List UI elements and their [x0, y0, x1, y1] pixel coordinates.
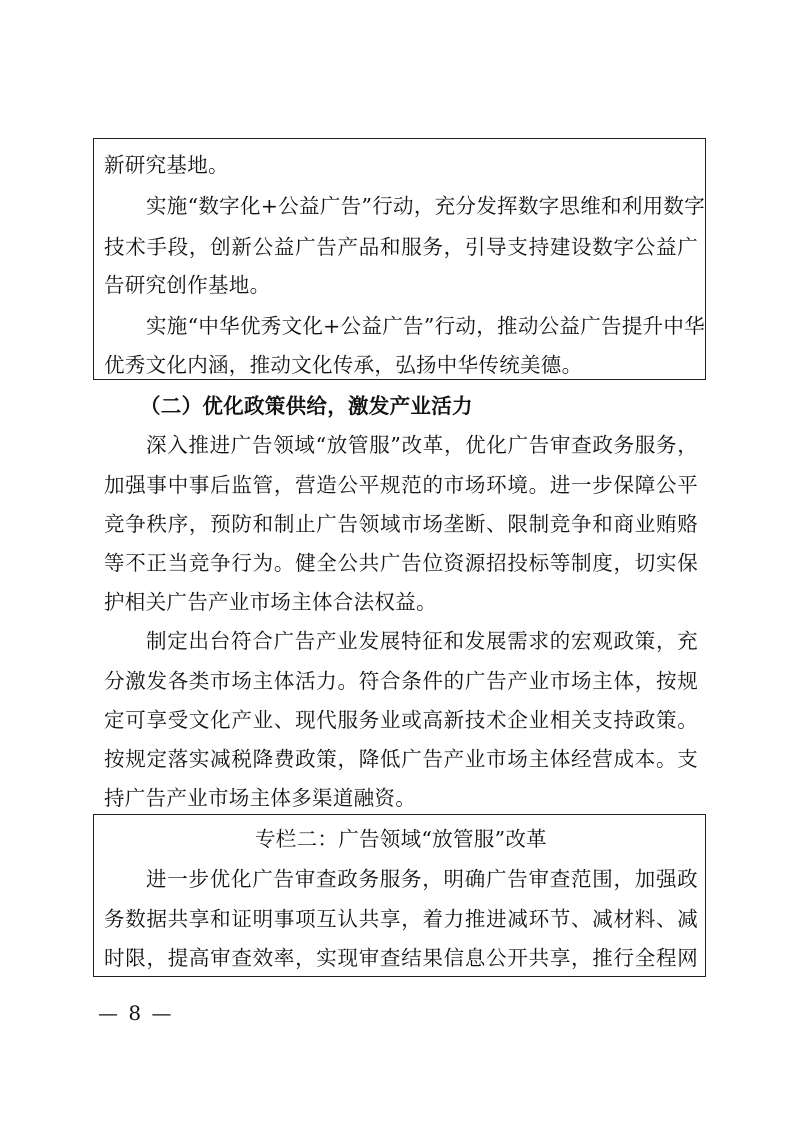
box1-line-5: 实施“中华优秀文化+公益广告”行动，推动公益广告提升中华	[146, 314, 706, 338]
box1-line-1: 新研究基地。	[104, 153, 229, 177]
p1-line-1: 深入推进广告领域“放管服”改革，优化广告审查政务服务，	[146, 433, 698, 457]
p2-line-5: 持广告产业市场主体多渠道融资。	[104, 786, 416, 810]
box2-title: 专栏二：广告领域“放管服”改革	[255, 827, 547, 851]
box2-line-1: 进一步优化广告审查政务服务，明确广告审查范围，加强政	[146, 867, 698, 891]
box2-line-3: 时限，提高审查效率，实现审查结果信息公开共享，推行全程网	[104, 946, 698, 970]
p2-line-2: 分激发各类市场主体活力。符合条件的广告产业市场主体，按规	[104, 669, 698, 693]
box1-line-2: 实施“数字化+公益广告”行动，充分发挥数字思维和利用数字	[146, 194, 706, 218]
p1-line-5: 护相关广告产业市场主体合法权益。	[104, 590, 437, 614]
p1-line-4: 等不正当竞争行为。健全公共广告位资源招投标等制度，切实保	[104, 551, 698, 575]
p2-line-1: 制定出台符合广告产业发展特征和发展需求的宏观政策，充	[146, 629, 698, 653]
box1-line-4: 告研究创作基地。	[104, 273, 271, 297]
page-number: — 8 —	[98, 1001, 174, 1025]
p1-line-2: 加强事中事后监管，营造公平规范的市场环境。进一步保障公平	[104, 473, 698, 497]
box1-line-3: 技术手段，创新公益广告产品和服务，引导支持建设数字公益广	[104, 235, 698, 259]
p2-line-3: 定可享受文化产业、现代服务业或高新技术企业相关支持政策。	[104, 708, 698, 732]
box2-line-2: 务数据共享和证明事项互认共享，着力推进减环节、减材料、减	[104, 907, 698, 931]
p1-line-3: 竞争秩序，预防和制止广告领域市场垄断、限制竞争和商业贿赂	[104, 512, 698, 536]
p2-line-4: 按规定落实减税降费政策，降低广告产业市场主体经营成本。支	[104, 747, 698, 771]
section-heading: （二）优化政策供给，激发产业活力	[140, 394, 473, 418]
box1-line-6: 优秀文化内涵，推动文化传承，弘扬中华传统美德。	[104, 353, 583, 377]
